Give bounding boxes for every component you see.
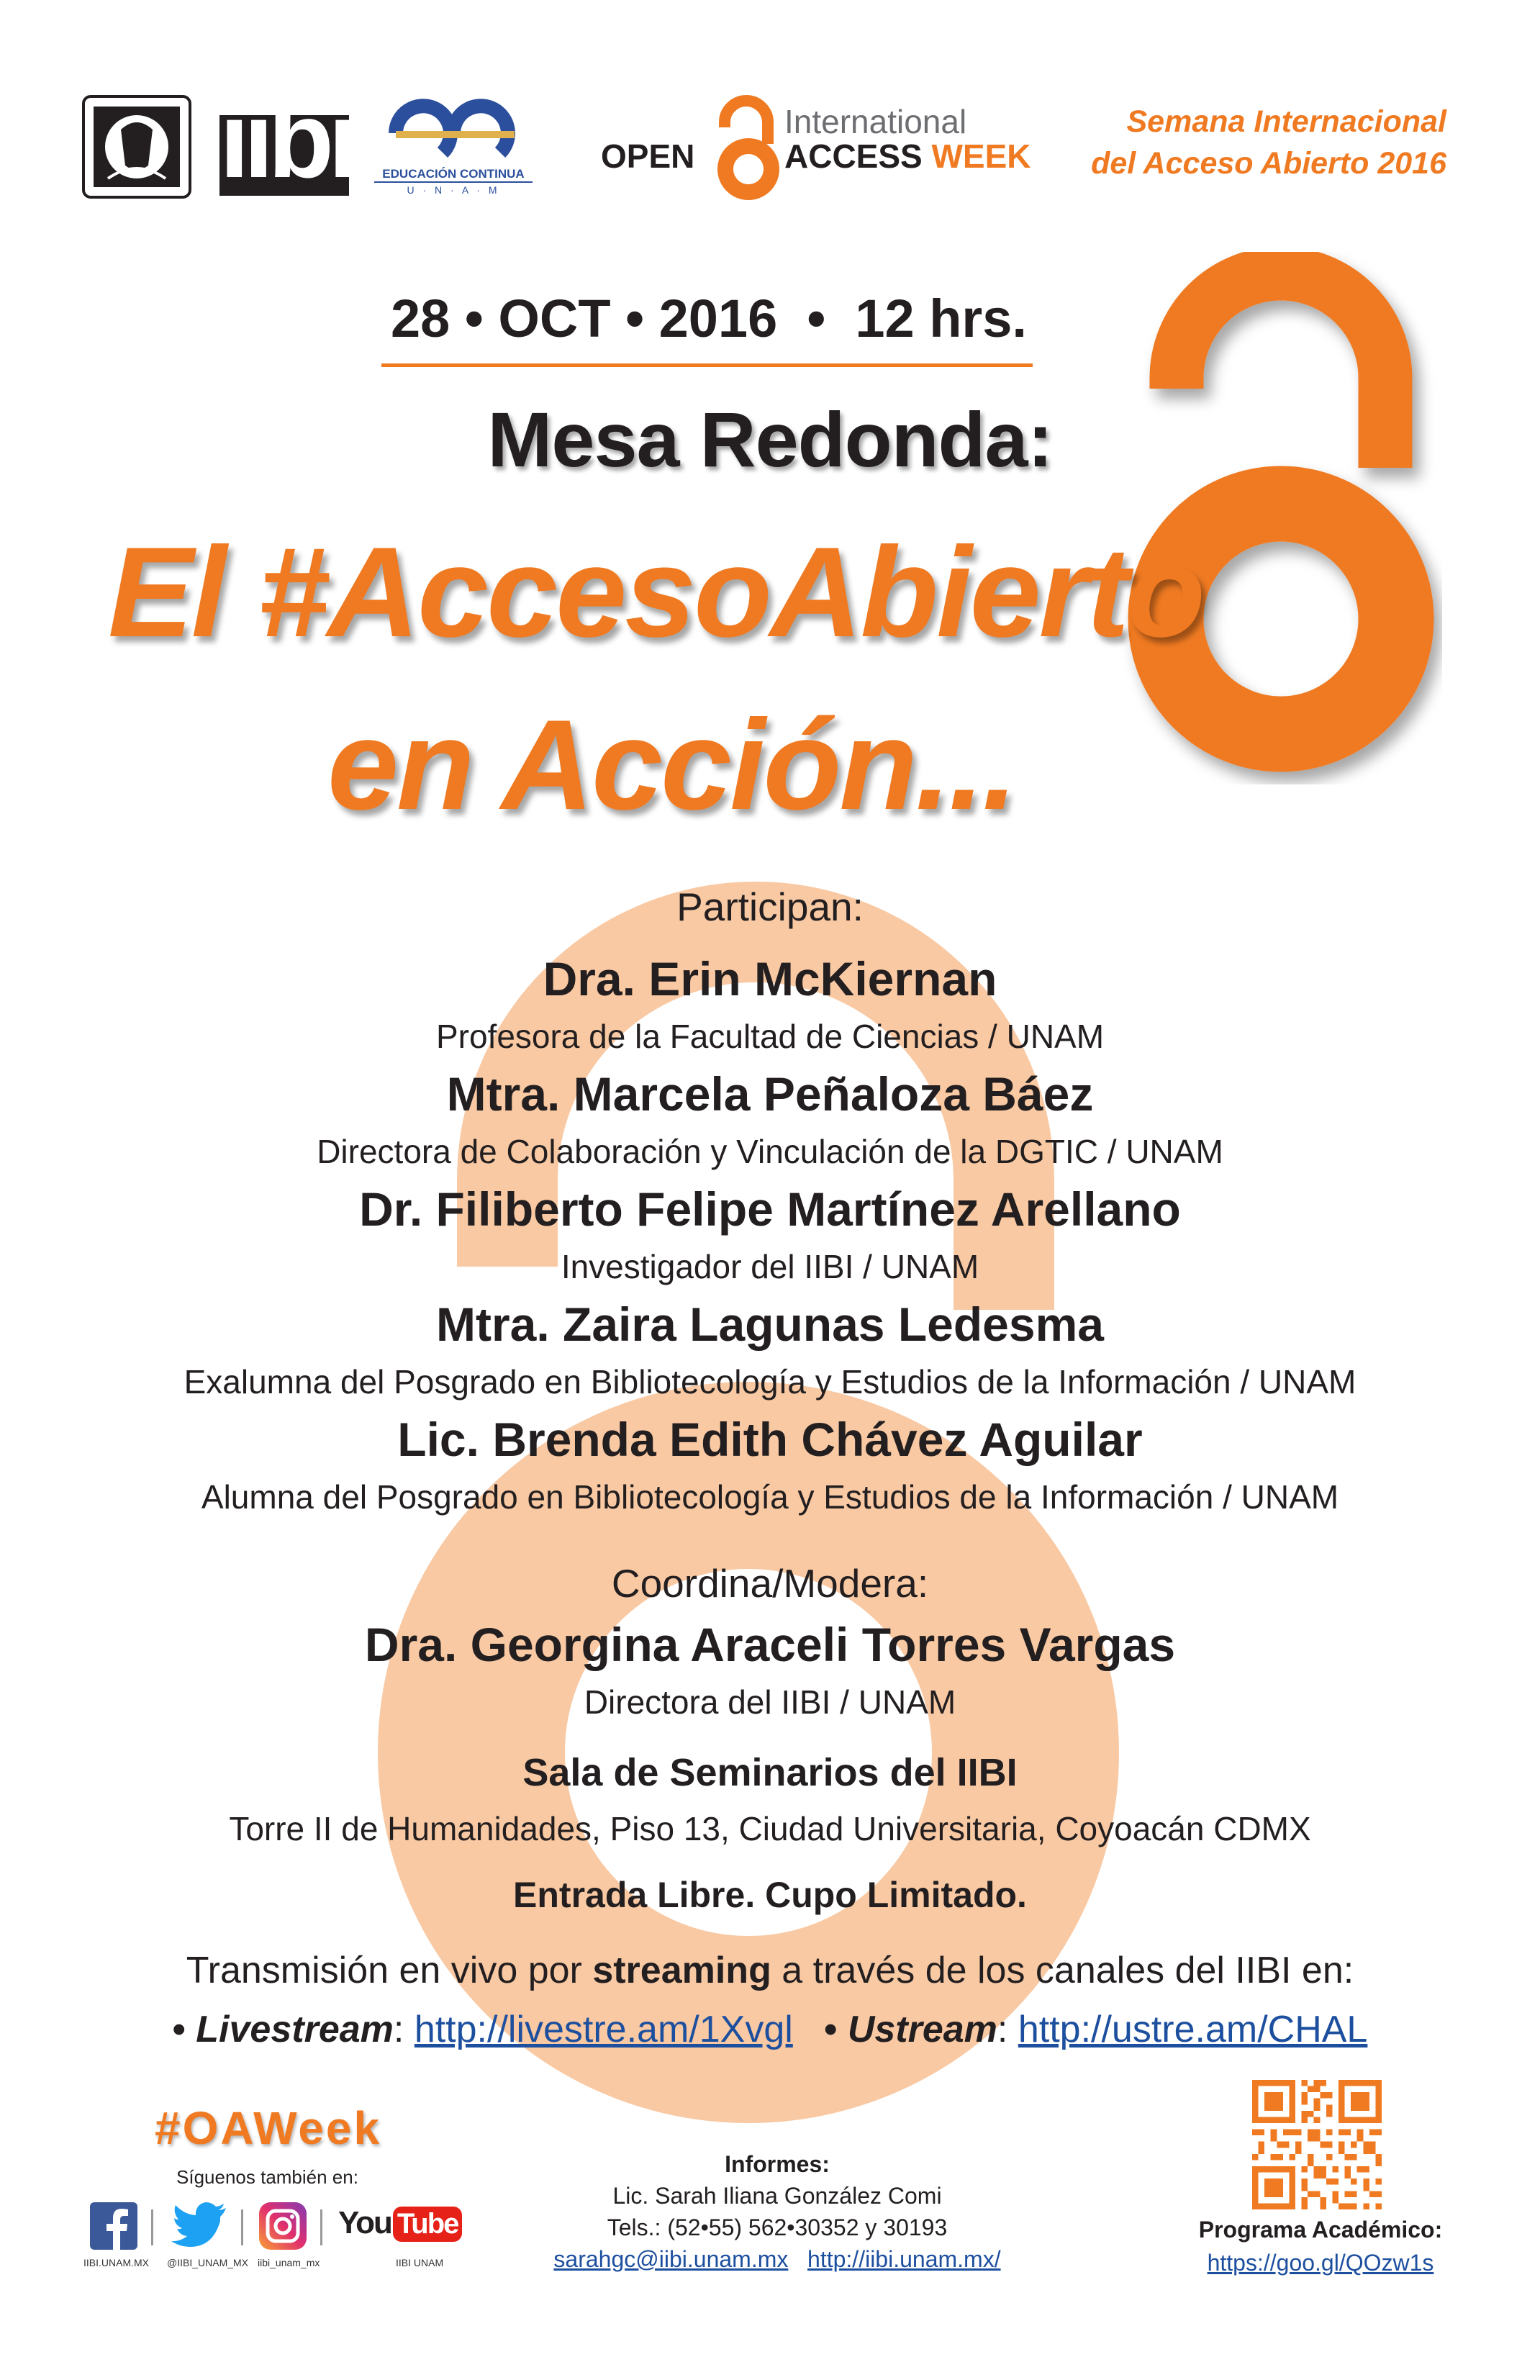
participant-role: Alumna del Posgrado en Bibliotecología y Estudios de la Información / UNAM [201,1478,1339,1516]
contact-email-link[interactable]: sarahgc@iibi.unam.mx [553,2246,789,2272]
hashtag[interactable]: #OAWeek [155,2102,382,2154]
participant-name: Dr. Filiberto Felipe Martínez Arellano [359,1182,1181,1236]
streaming-links: • Livestream: http://livestre.am/1Xvgl • Ustream: http://ustre.am/CHAL [172,2009,1368,2050]
contact-block [504,2148,1051,2275]
follow-label: Síguenos también en: [176,2166,358,2188]
venue-name: Sala de Seminarios del IIBI [522,1751,1018,1794]
event-title-line1: El #AccesoAbierto [108,520,1203,664]
livestream-label: Livestream [196,2009,394,2050]
oa-week-text: WEEK [931,137,1031,175]
participant-name: Mtra. Marcela Peñaloza Báez [446,1067,1094,1121]
entry-info: Entrada Libre. Cupo Limitado. [513,1875,1027,1915]
ustream-label: Ustream [847,2009,997,2050]
participant-role: Directora de Colaboración y Vinculación de la DGTIC / UNAM [317,1133,1223,1170]
open-access-week-logo: OPEN International ACCESS WEEK [601,86,1018,209]
contact-phones: Tels.: (52•55) 562•30352 y 30193 [607,2214,948,2240]
social-icons-row [79,2202,482,2267]
youtube-handle: IIBI UNAM [396,2257,444,2268]
week-title [1043,101,1446,184]
programa-label: Programa Académico: [1198,2217,1443,2243]
event-title-line2: en Acción... [327,693,1016,836]
programa-link[interactable]: https://goo.gl/QOzw1s [1207,2250,1434,2276]
participant-name: Lic. Brenda Edith Chávez Aguilar [397,1413,1143,1466]
instagram-handle: iibi_unam_mx [258,2257,320,2268]
unam-seal-logo [79,94,194,202]
date-underline [381,363,1033,367]
informes-label: Informes: [725,2151,830,2177]
streaming-intro-text: Transmisión en vivo por [186,1950,593,1991]
week-title-line2: del Acceso Abierto 2016 [1091,146,1446,181]
instagram-icon[interactable] [259,2202,307,2250]
participant-name: Mtra. Zaira Lagunas Ledesma [436,1298,1104,1351]
streaming-intro [0,1949,1540,1992]
contact-name: Lic. Sarah Iliana González Comi [612,2183,942,2209]
facebook-icon[interactable] [90,2202,137,2250]
livestream-link[interactable]: http://livestre.am/1Xvgl [414,2009,793,2050]
participants-label: Participan: [676,884,864,929]
week-title-line1: Semana Internacional [1126,104,1446,139]
iibi-logo: iibi [219,79,353,200]
participant-name: Dra. Erin McKiernan [543,952,997,1005]
participant-role: Investigador del IIBI / UNAM [561,1248,979,1285]
open-access-small-icon [709,90,788,205]
event-date: 28 • OCT • 2016 • 12 hrs. [391,289,1027,348]
programa-link-wrap [1180,2250,1461,2276]
oa-access-text: ACCESS [784,137,923,175]
moderator-role: Directora del IIBI / UNAM [584,1683,956,1721]
youtube-icon[interactable] [338,2205,462,2248]
educacion-continua-logo: EDUCACIÓN CONTINUA U · N · A · M [374,94,533,202]
youtube-you-text: You [338,2205,391,2240]
streaming-intro-text-end: a través de los canales del IIBI en: [771,1950,1354,1991]
participant-role: Exalumna del Posgrado en Bibliotecología y Estudios de la Información / UNAM [184,1363,1356,1401]
twitter-handle: @IIBI_UNAM_MX [167,2257,249,2268]
event-subtitle: Mesa Redonda: [487,396,1053,483]
streaming-bold-text: streaming [592,1950,771,1991]
participant-role: Profesora de la Facultad de Ciencias / UNAM [435,1018,1105,1055]
venue-address: Torre II de Humanidades, Piso 13, Ciudad Universitaria, Coyoacán CDMX [229,1810,1311,1847]
youtube-tube-text: Tube [393,2207,463,2242]
twitter-icon[interactable] [171,2202,229,2250]
ustream-link[interactable]: http://ustre.am/CHAL [1018,2009,1368,2050]
qr-code-icon[interactable] [1252,2080,1382,2209]
facebook-handle: IIBI.UNAM.MX [83,2257,150,2268]
website-link[interactable]: http://iibi.unam.mx/ [807,2246,1001,2272]
moderator-label: Coordina/Modera: [611,1561,929,1606]
moderator-name: Dra. Georgina Araceli Torres Vargas [364,1618,1176,1671]
